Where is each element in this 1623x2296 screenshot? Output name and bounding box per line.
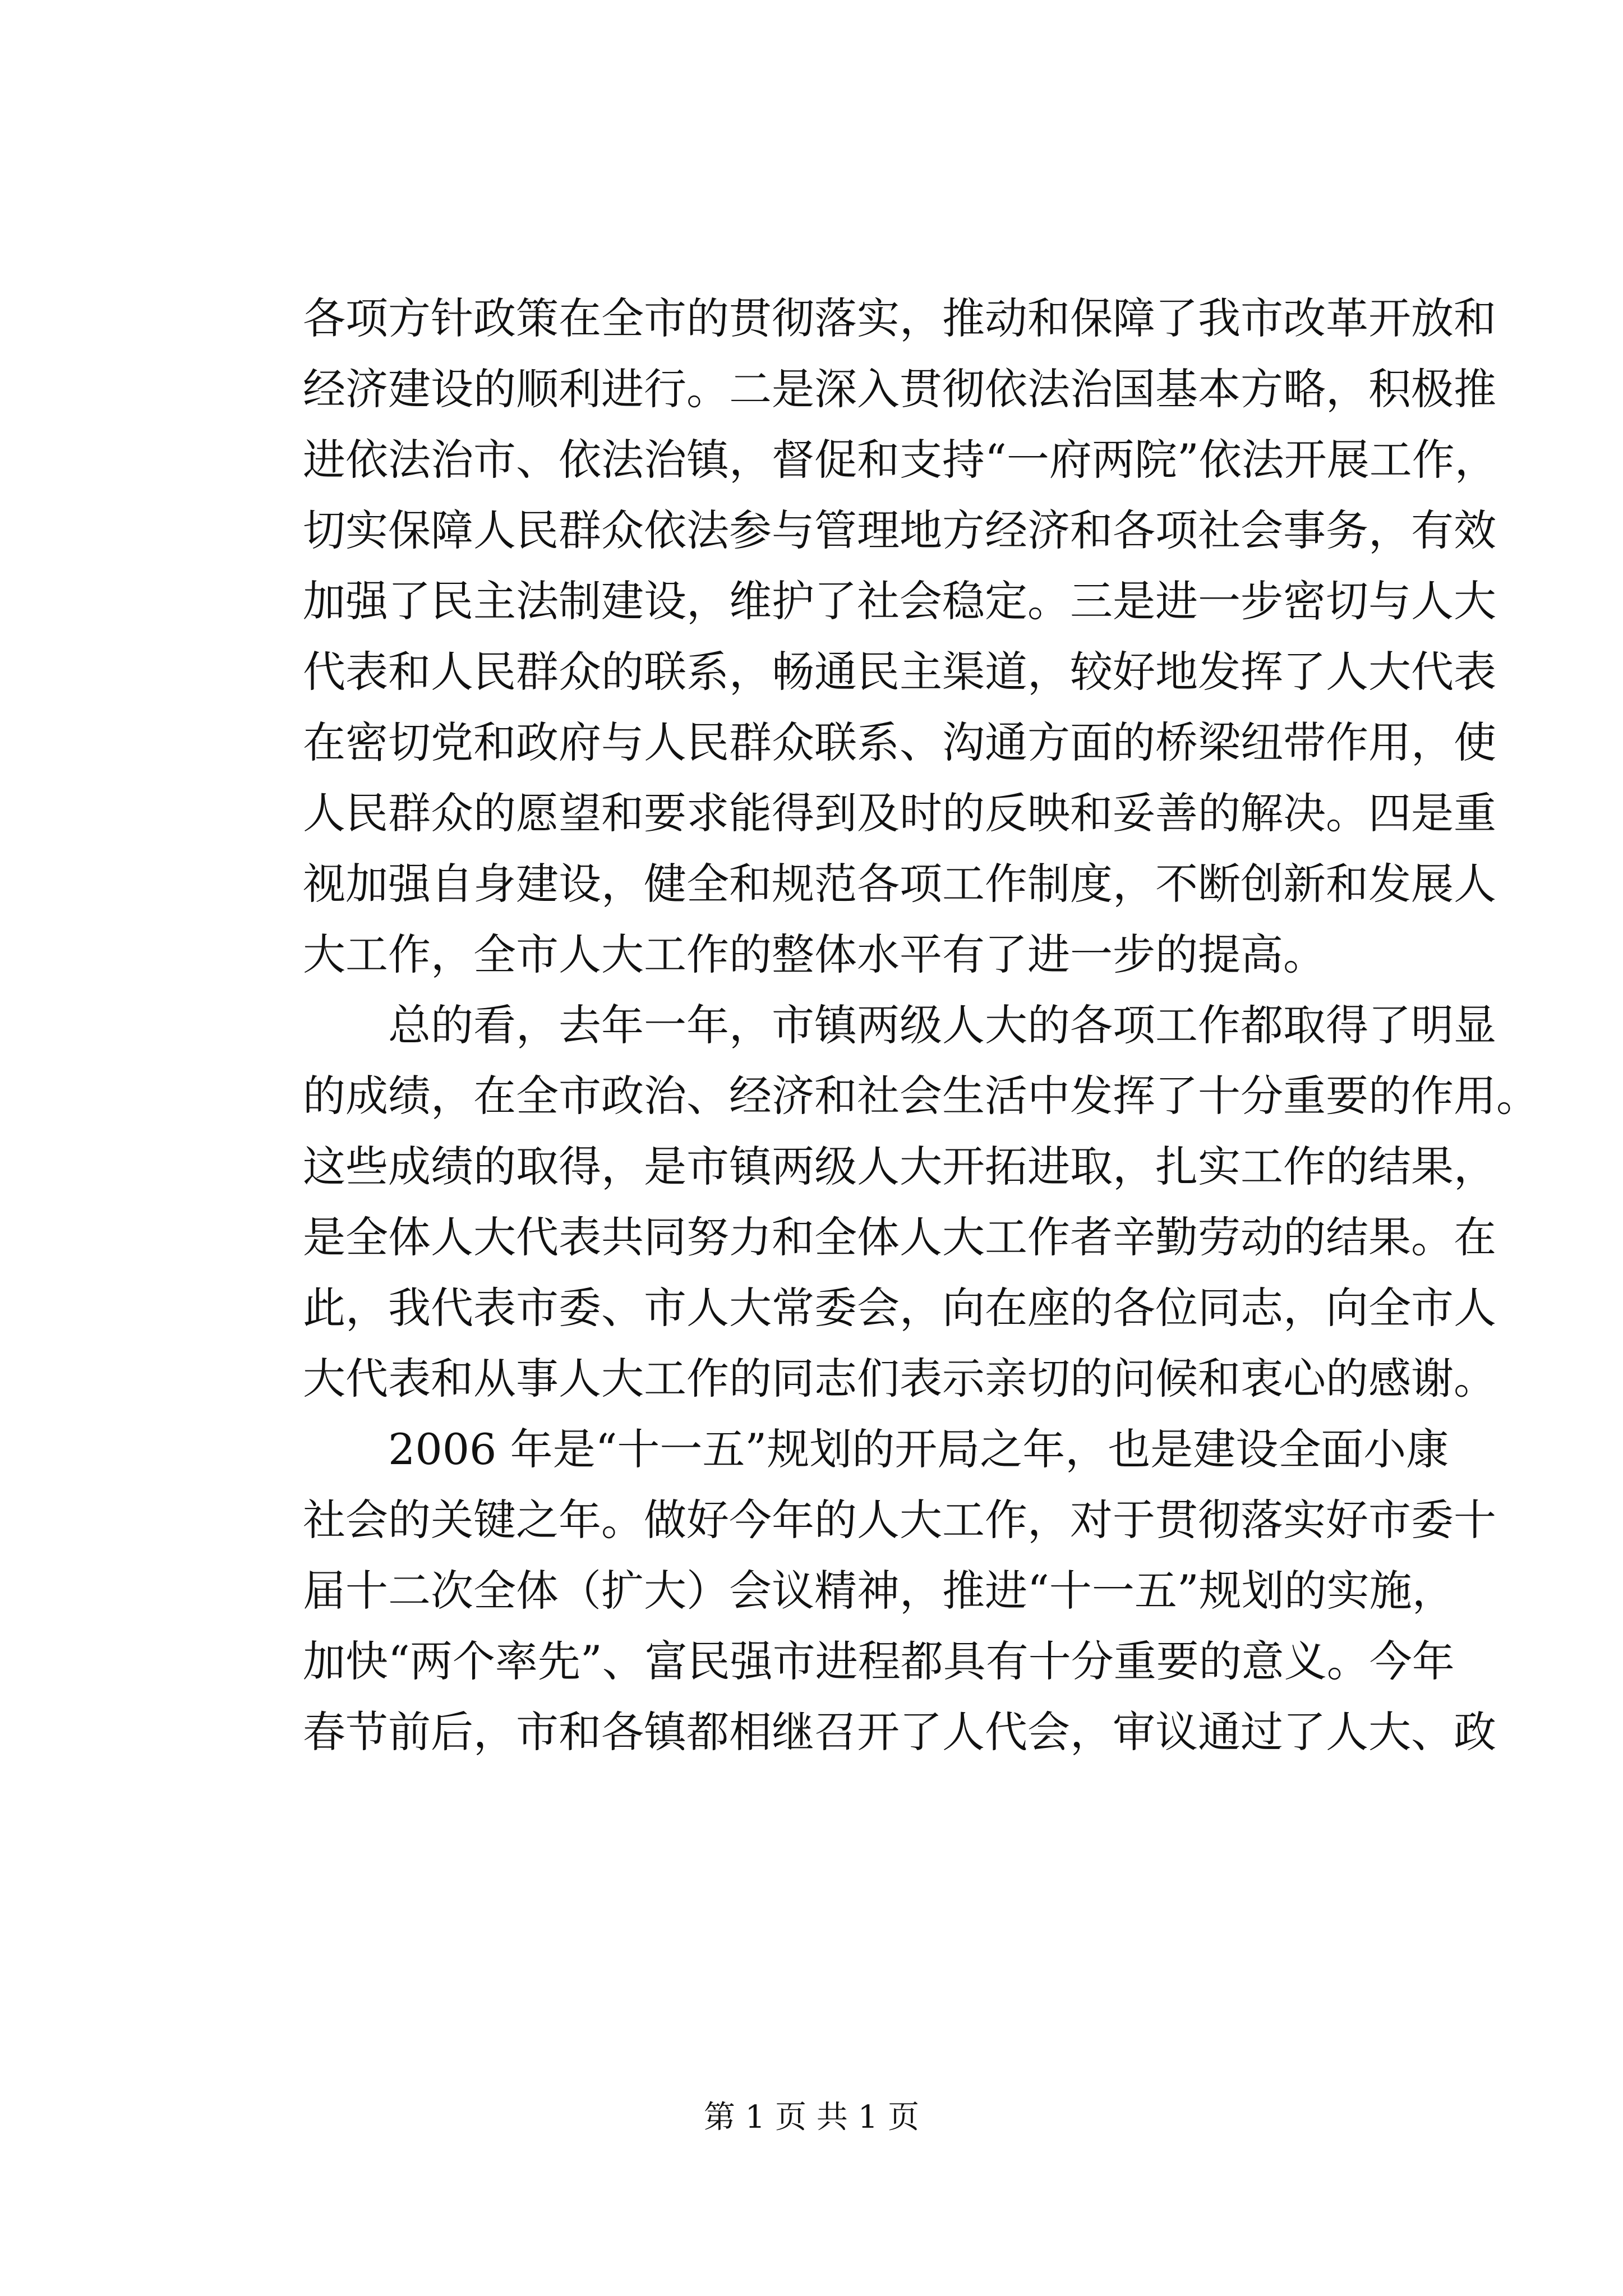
text-line: 此，我代表市委、市人大常委会，向在座的各位同志，向全市人 bbox=[303, 1283, 1496, 1333]
paragraph-first-line: 总的看，去年一年，市镇两级人大的各项工作都取得了明显 bbox=[388, 1000, 1496, 1050]
body-text bbox=[303, 283, 1539, 1768]
text-line: 的成绩，在全市政治、经济和社会生活中发挥了十分重要的作用。 bbox=[303, 1071, 1539, 1121]
text-line: 社会的关键之年。做好今年的人大工作，对于贯彻落实好市委十 bbox=[303, 1495, 1496, 1545]
text-line: 代表和人民群众的联系，畅通民主渠道，较好地发挥了人大代表 bbox=[303, 647, 1496, 697]
text-line: 各项方针政策在全市的贯彻落实，推动和保障了我市改革开放和 bbox=[303, 293, 1496, 343]
text-line: 春节前后，市和各镇都相继召开了人代会，审议通过了人大、政 bbox=[303, 1707, 1496, 1757]
text-line: 进依法治市、依法治镇，督促和支持“一府两院”依法开展工作， bbox=[303, 435, 1497, 485]
text-line: 是全体人大代表共同努力和全体人大工作者辛勤劳动的结果。在 bbox=[303, 1212, 1496, 1262]
text-line: 这些成绩的取得，是市镇两级人大开拓进取，扎实工作的结果， bbox=[303, 1142, 1496, 1191]
text-line: 届十二次全体（扩大）会议精神，推进“十一五”规划的实施， bbox=[303, 1566, 1455, 1616]
text-line: 人民群众的愿望和要求能得到及时的反映和妥善的解决。四是重 bbox=[303, 788, 1496, 838]
text-line: 加快“两个率先”、富民强市进程都具有十分重要的意义。今年 bbox=[303, 1636, 1455, 1686]
text-line: 视加强自身建设，健全和规范各项工作制度，不断创新和发展人 bbox=[303, 859, 1496, 909]
text-line: 切实保障人民群众依法参与管理地方经济和各项社会事务，有效 bbox=[303, 505, 1496, 555]
text-line: 大代表和从事人大工作的同志们表示亲切的问候和衷心的感谢。 bbox=[303, 1354, 1496, 1404]
page-footer: 第 1 页 共 1 页 bbox=[703, 2099, 920, 2136]
text-line: 大工作，全市人大工作的整体水平有了进一步的提高。 bbox=[303, 930, 1326, 979]
text-line: 加强了民主法制建设，维护了社会稳定。三是进一步密切与人大 bbox=[303, 576, 1496, 626]
text-line: 在密切党和政府与人民群众联系、沟通方面的桥梁纽带作用，使 bbox=[303, 717, 1496, 767]
text-line: 经济建设的顺利进行。二是深入贯彻依法治国基本方略，积极推 bbox=[303, 364, 1496, 414]
paragraph-first-line: 2006 年是“十一五”规划的开局之年，也是建设全面小康 bbox=[388, 1424, 1449, 1474]
